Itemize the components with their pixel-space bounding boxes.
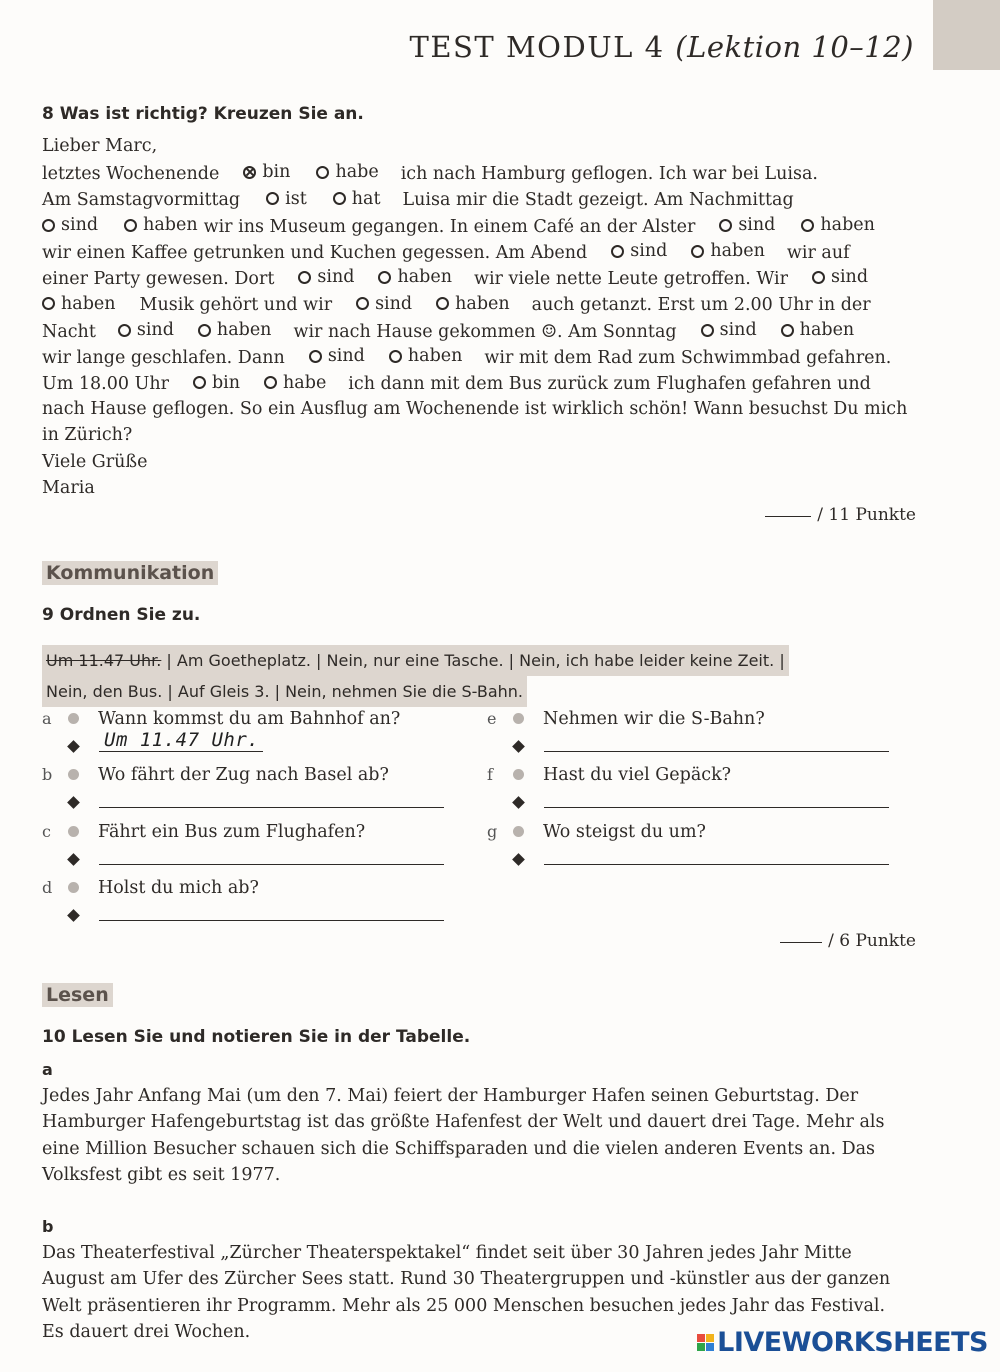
bullet-dot-icon xyxy=(68,769,79,780)
circle-icon xyxy=(611,245,624,258)
section-kommunikation: Kommunikation xyxy=(42,561,218,585)
option-haben-3[interactable]: haben xyxy=(124,212,198,238)
text-b-label: b xyxy=(42,1217,54,1236)
circle-icon xyxy=(436,297,449,310)
liveworksheets-logo: LIVEWORKSHEETS xyxy=(697,1327,988,1358)
option-sind-6[interactable]: sind xyxy=(298,264,354,290)
circle-icon xyxy=(124,219,137,232)
score-blank xyxy=(780,942,822,943)
option-haben-4[interactable]: haben xyxy=(801,212,875,238)
option-bin-12[interactable]: bin xyxy=(193,370,240,396)
points-task-8: / 11 Punkte xyxy=(765,505,916,525)
option-habe-1[interactable]: habe xyxy=(316,159,378,185)
option-hat-2[interactable]: hat xyxy=(333,186,381,212)
task-9-heading: 9 Ordnen Sie zu. xyxy=(42,605,201,625)
circle-icon xyxy=(264,376,277,389)
circle-icon xyxy=(266,192,279,205)
option-bin-1[interactable]: bin xyxy=(243,159,290,185)
task-10-heading: 10 Lesen Sie und notieren Sie in der Tabelle. xyxy=(42,1027,471,1047)
corner-tab xyxy=(933,0,1000,70)
option-haben-8[interactable]: haben xyxy=(436,291,510,317)
answer-input[interactable] xyxy=(99,806,444,808)
option-sind-7[interactable]: sind xyxy=(812,264,868,290)
circle-icon xyxy=(781,324,794,337)
bullet-dot-icon xyxy=(513,713,524,724)
circle-icon xyxy=(42,297,55,310)
answer-input[interactable] xyxy=(99,750,263,752)
answer-input[interactable] xyxy=(544,863,889,865)
checked-circle-icon xyxy=(243,166,256,179)
page-title: TEST MODUL 4 (Lektion 10–12) xyxy=(409,30,914,64)
circle-icon xyxy=(298,271,311,284)
circle-icon xyxy=(719,219,732,232)
option-sind-9[interactable]: sind xyxy=(118,317,174,343)
score-blank xyxy=(765,516,811,517)
circle-icon xyxy=(691,245,704,258)
diamond-icon xyxy=(512,796,525,809)
text-b: Das Theaterfestival „Zürcher Theaterspektakel“ findet seit über 30 Jahren jedes Jahr Mitte August am Ufer des Zürcher Sees statt. Rund 30 Theatergruppen und -künstler aus der ganzen Welt präsentieren ihr Programm. Mehr als 25 000 Menschen besuchen jedes Jahr das Festival. Es dauert drei Wochen. xyxy=(42,1243,891,1342)
bullet-dot-icon xyxy=(513,769,524,780)
option-sind-8[interactable]: sind xyxy=(356,291,412,317)
option-sind-4[interactable]: sind xyxy=(719,212,775,238)
answer-input[interactable] xyxy=(99,863,444,865)
diamond-icon xyxy=(512,853,525,866)
circle-icon xyxy=(198,324,211,337)
logo-grid-icon xyxy=(697,1334,714,1351)
letter-text: Lieber Marc, letztes Wochenende bin habe ich nach Hamburg geflogen. Ich war bei Luisa. Am Samstagvormittag ist hat Luisa mir die Stadt gezeigt. Am Nachmittag sind haben wir ins Museum gegangen. In einem Café an der Alster sind haben wir einen Kaffee getrunken und Kuchen gegessen. Am Abend sind haben wir auf einer Party gewesen. Dort sind haben wir viele nette Leute getroffen. Wir sind haben Musik gehört und wir sind haben auch getanzt. Erst um 2.00 Uhr in der Nacht sind haben wir nach Hause gekommen ☺. Am Sonntag sind haben wir lange geschlafen. Dann sind haben wir mit dem Rad zum Schwimmbad gefahren. Um 18.00 Uhr bin habe ich dann mit dem Bus zurück zum Flughafen gefahren und nach Hause geflogen. So ein Ausflug am Wochenende ist wirklich schön! Wann besuchst Du mich in Zürich? Viele Grüße Maria xyxy=(42,136,908,498)
circle-icon xyxy=(801,219,814,232)
option-haben-7[interactable]: haben xyxy=(42,291,116,317)
diamond-icon xyxy=(67,740,80,753)
option-sind-3[interactable]: sind xyxy=(42,212,98,238)
option-sind-11[interactable]: sind xyxy=(309,343,365,369)
task-8-heading: 8 Was ist richtig? Kreuzen Sie an. xyxy=(42,104,364,124)
circle-icon xyxy=(356,297,369,310)
circle-icon xyxy=(118,324,131,337)
option-sind-10[interactable]: sind xyxy=(701,317,757,343)
circle-icon xyxy=(378,271,391,284)
circle-icon xyxy=(42,219,55,232)
bullet-dot-icon xyxy=(68,713,79,724)
circle-icon xyxy=(333,192,346,205)
option-haben-5[interactable]: haben xyxy=(691,238,765,264)
circle-icon xyxy=(389,350,402,363)
text-a-label: a xyxy=(42,1060,53,1079)
option-haben-11[interactable]: haben xyxy=(389,343,463,369)
answer-input[interactable] xyxy=(544,750,889,752)
answer-input[interactable] xyxy=(99,919,444,921)
word-box: Um 11.47 Uhr. | Am Goetheplatz. | Nein, nur eine Tasche. | Nein, ich habe leider keine Zeit. | Nein, den Bus. | Auf Gleis 3. | Nein, nehmen Sie die S-Bahn. xyxy=(42,645,789,707)
answer-input[interactable] xyxy=(544,806,889,808)
option-haben-10[interactable]: haben xyxy=(781,317,855,343)
bullet-dot-icon xyxy=(513,826,524,837)
text-a: Jedes Jahr Anfang Mai (um den 7. Mai) feiert der Hamburger Hafen seinen Geburtstag. Der Hamburger Hafengeburtstag ist das größte Hafenfest der Welt und dauert drei Tage. Mehr als eine Million Besucher schauen sich die Schiffsparaden und die vielen anderen Events an. Das Volksfest gibt es seit 1977. xyxy=(42,1086,885,1185)
section-lesen: Lesen xyxy=(42,983,113,1007)
bullet-dot-icon xyxy=(68,826,79,837)
option-sind-5[interactable]: sind xyxy=(611,238,667,264)
option-ist-2[interactable]: ist xyxy=(266,186,307,212)
circle-icon xyxy=(316,166,329,179)
points-task-9: / 6 Punkte xyxy=(780,931,916,951)
diamond-icon xyxy=(67,796,80,809)
diamond-icon xyxy=(67,909,80,922)
diamond-icon xyxy=(67,853,80,866)
diamond-icon xyxy=(512,740,525,753)
option-haben-6[interactable]: haben xyxy=(378,264,452,290)
circle-icon xyxy=(193,376,206,389)
circle-icon xyxy=(309,350,322,363)
answer-text: Um 11.47 Uhr. xyxy=(104,729,260,751)
bullet-dot-icon xyxy=(68,882,79,893)
option-habe-12[interactable]: habe xyxy=(264,370,326,396)
option-haben-9[interactable]: haben xyxy=(198,317,272,343)
circle-icon xyxy=(812,271,825,284)
circle-icon xyxy=(701,324,714,337)
